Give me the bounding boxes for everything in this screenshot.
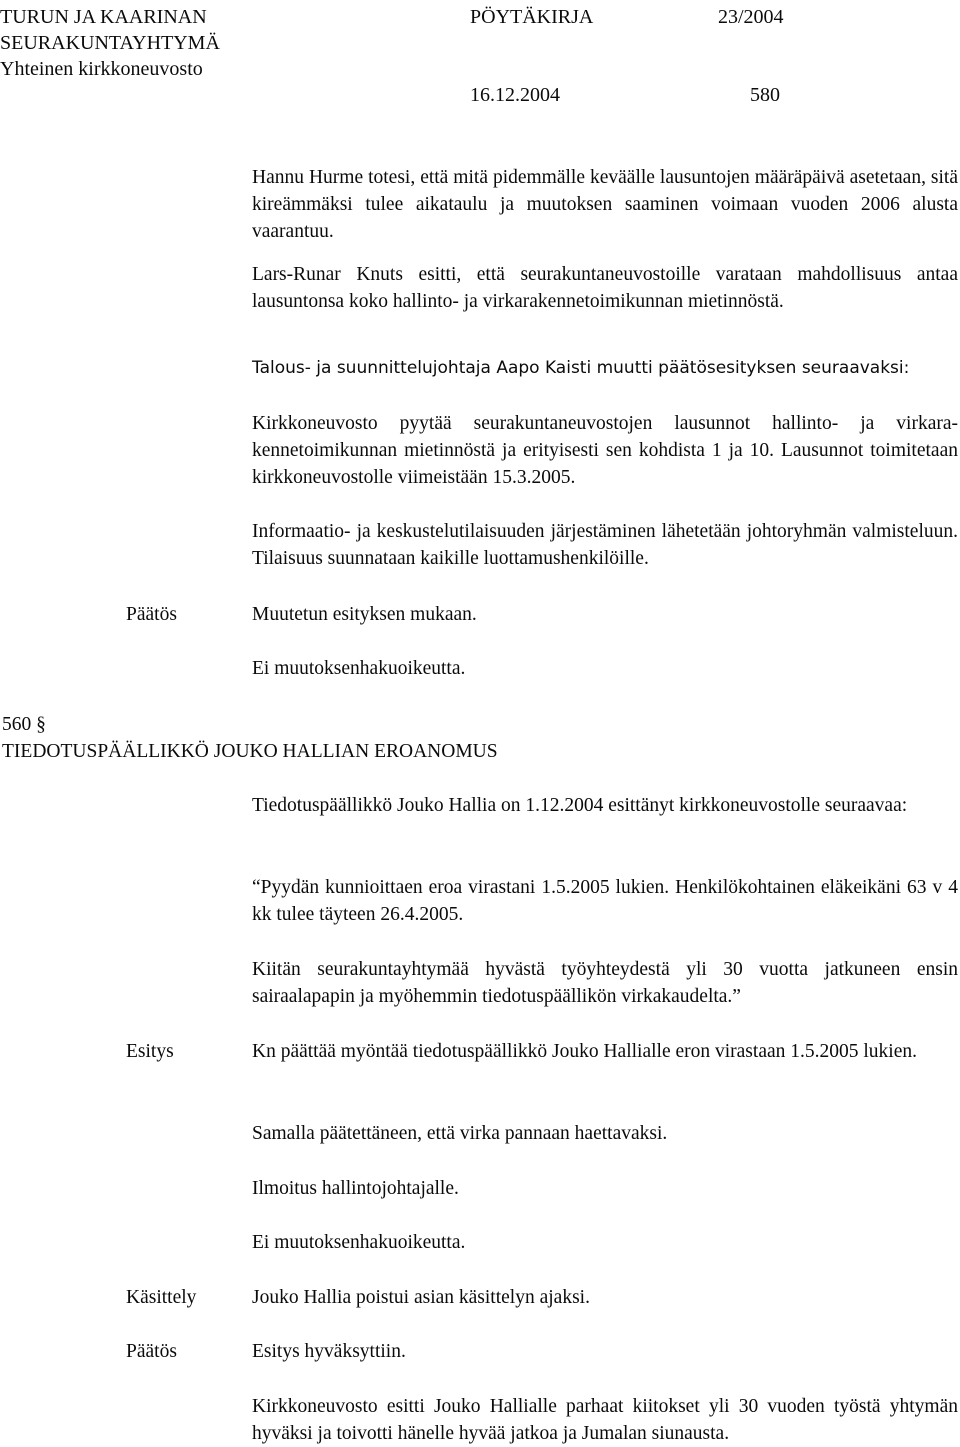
section-intro: Tiedotuspäällikkö Jouko Hallia on 1.12.2004 esittänyt kirkkoneuvostolle seuraavaa: — [252, 795, 908, 816]
org-line-1: TURUN JA KAARINAN — [0, 6, 207, 28]
organization-name — [0, 4, 220, 82]
proposal-text: Kn päättää myöntää tiedotuspäällikkö Jouko Hallialle eron virastaan 1.5.2005 lukien. — [252, 1041, 917, 1062]
paragraph-knuts: Lars-Runar Knuts esitti, että seurakuntaneuvostoille varataan mahdollisuus antaa lausuntonsa koko hallinto- ja virkarakennetoimikunnan mietinnöstä. — [252, 264, 958, 312]
body-name: Yhteinen kirkkoneuvosto — [0, 58, 203, 80]
decision-text: Muutetun esityksen mukaan. — [252, 604, 477, 625]
page-number: 580 — [750, 84, 780, 106]
paragraph-proposal: Kirkkoneuvosto pyytää seurakuntaneuvostojen lausunnot hallinto- ja virkara-kennetoimikunnan mietinnöstä ja erityisesti sen kohdista 1 ja 10. Lausunnot toimitetaan kirkkoneuvostolle viimeistään 15.3.2005. — [252, 413, 958, 488]
section-decision-text: Esitys hyväksyttiin. — [252, 1341, 406, 1362]
document-number: 23/2004 — [718, 6, 784, 28]
proposal-vacancy: Samalla päätettäneen, että virka pannaan haettavaksi. — [252, 1123, 668, 1144]
proposal-appeal: Ei muutoksenhakuoikeutta. — [252, 1232, 466, 1253]
section-quote-2: Kiitän seurakuntayhtymää hyvästä työyhteydestä yli 30 vuotta jatkuneen ensin sairaalapapin ja myöhemmin tiedotuspäällikön virkakaudelta.” — [252, 959, 958, 1007]
decision-label: Päätös — [126, 604, 177, 625]
document-type: PÖYTÄKIRJA — [470, 6, 594, 28]
document-date: 16.12.2004 — [470, 84, 560, 106]
handling-label: Käsittely — [126, 1287, 197, 1308]
closing-thanks: Kirkkoneuvosto esitti Jouko Hallialle parhaat kiitokset yli 30 vuoden työstä yhtymän hyväksi ja toivotti hänelle hyvää jatkoa ja Jumalan siunausta. — [252, 1396, 958, 1444]
section-title: TIEDOTUSPÄÄLLIKKÖ JOUKO HALLIAN EROANOMUS — [2, 741, 498, 762]
paragraph-hurme: Hannu Hurme totesi, että mitä pidemmälle keväälle lausuntojen määräpäivä asetetaan, sitä kireämmäksi tulee aikataulu ja muutoksen saaminen voimaan vuoden 2006 alusta vaarantuu. — [252, 167, 958, 242]
handling-text: Jouko Hallia poistui asian käsittelyn ajaksi. — [252, 1287, 590, 1308]
decision-appeal: Ei muutoksenhakuoikeutta. — [252, 658, 466, 679]
section-decision-label: Päätös — [126, 1341, 177, 1362]
paragraph-information: Informaatio- ja keskustelutilaisuuden järjestäminen lähetetään johtoryhmän valmisteluun. Tilaisuus suunnataan kaikille luottamushenkilöille. — [252, 521, 958, 569]
proposal-label: Esitys — [126, 1041, 174, 1062]
org-line-2: SEURAKUNTAYHTYMÄ — [0, 32, 220, 54]
section-number: 560 § — [2, 714, 46, 735]
section-quote-1: “Pyydän kunnioittaen eroa virastani 1.5.2005 lukien. Henkilökohtainen eläkeikäni 63 v 4 kk tulee täyteen 26.4.2005. — [252, 877, 958, 925]
proposal-notice: Ilmoitus hallintojohtajalle. — [252, 1178, 459, 1199]
paragraph-kaisti: Talous- ja suunnittelujohtaja Aapo Kaisti muutti päätösesityksen seuraavaksi: — [252, 358, 910, 378]
